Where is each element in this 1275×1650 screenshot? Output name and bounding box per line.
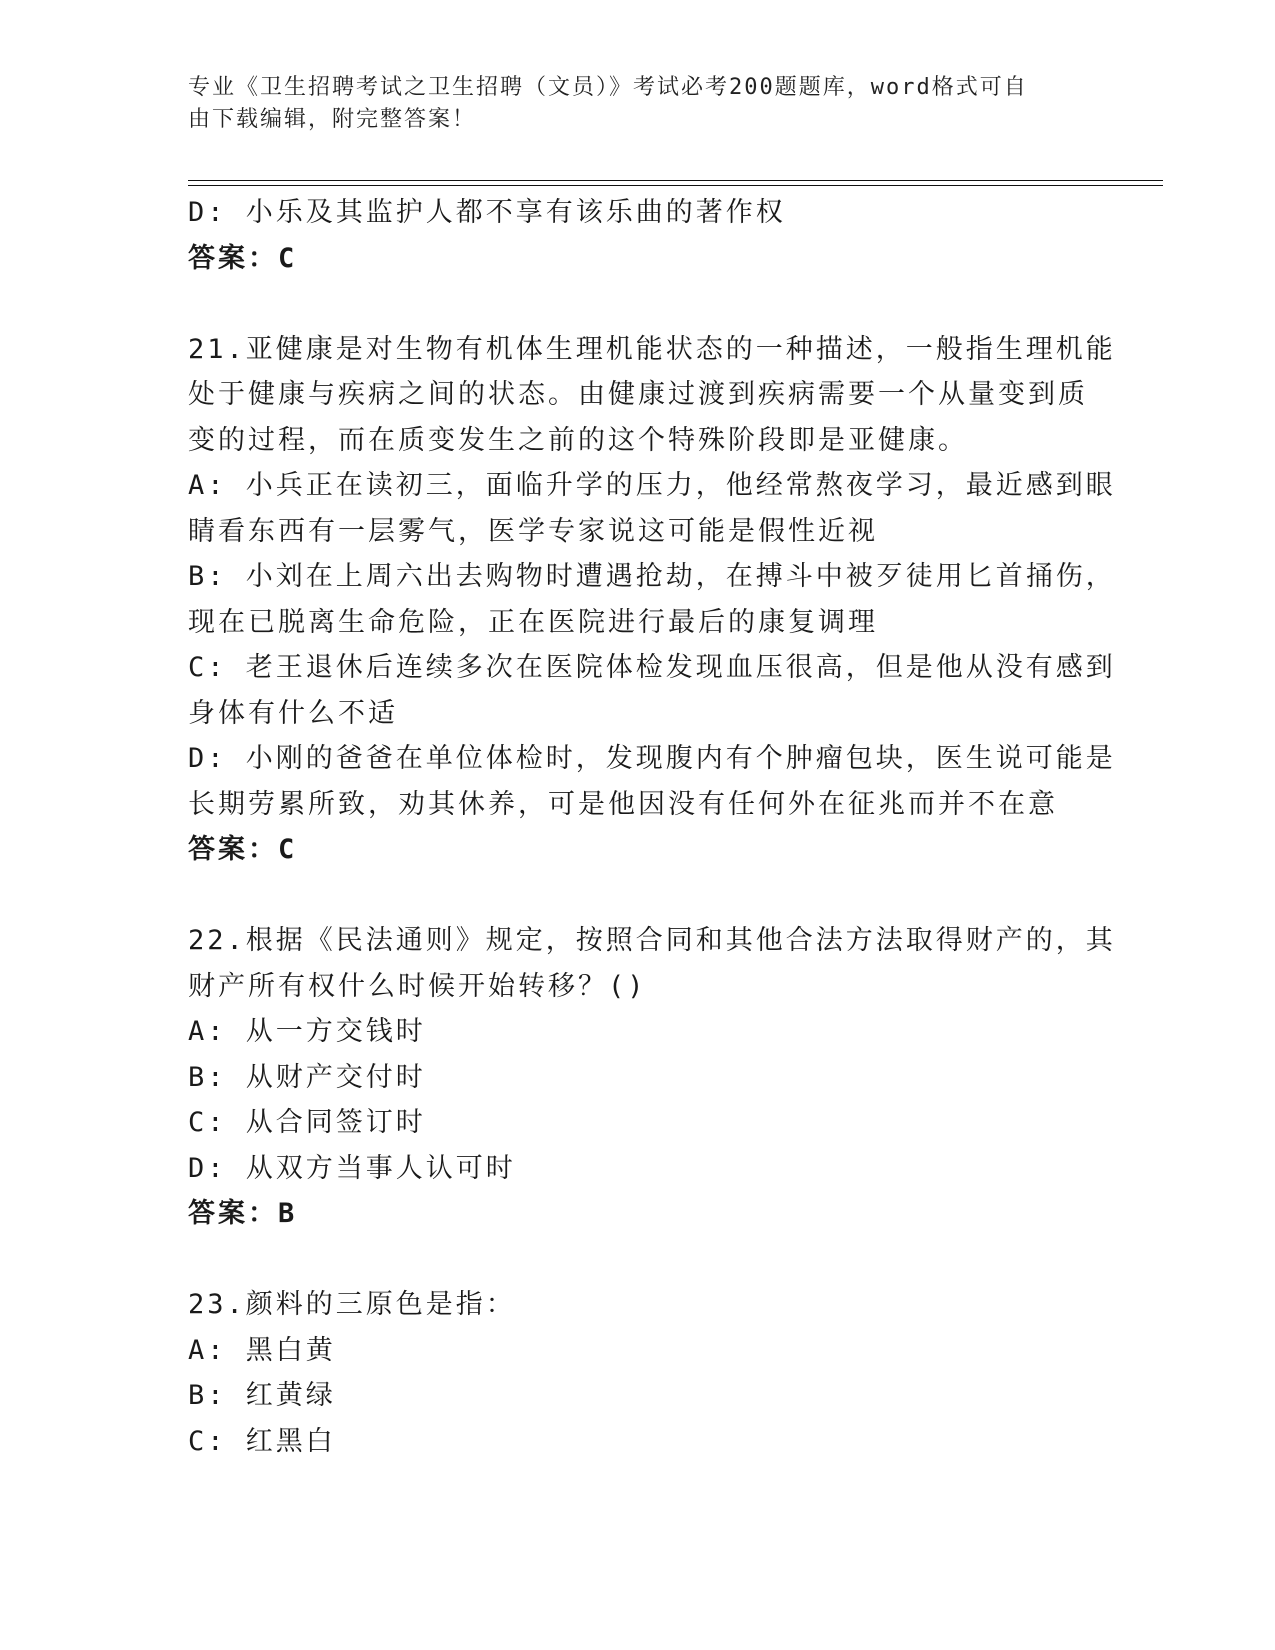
q21-option-c-line-1: C: 老王退休后连续多次在医院体检发现血压很高，但是他从没有感到 xyxy=(188,652,1116,683)
q22-option-a: A: 从一方交钱时 xyxy=(188,1016,426,1047)
prev-option-d: D: 小乐及其监护人都不享有该乐曲的著作权 xyxy=(188,197,786,228)
q23-option-c: C: 红黑白 xyxy=(188,1425,336,1457)
q22-option-b: B: 从财产交付时 xyxy=(188,1061,426,1093)
prev-answer: 答案：C xyxy=(188,242,298,274)
q22-answer: 答案：B xyxy=(188,1198,298,1229)
question-21 xyxy=(188,327,1116,873)
q23-option-b: B: 红黄绿 xyxy=(188,1380,336,1411)
question-22 xyxy=(188,918,1116,1237)
header-line-2: 由下载编辑，附完整答案！ xyxy=(188,107,477,132)
q21-stem-line-3: 变的过程，而在质变发生之前的这个特殊阶段即是亚健康。 xyxy=(188,424,968,456)
q21-answer: 答案：C xyxy=(188,834,298,865)
q21-option-d-line-2: 长期劳累所致，劝其休养，可是他因没有任何外在征兆而并不在意 xyxy=(188,788,1058,820)
header-line-1: 专业《卫生招聘考试之卫生招聘（文员）》考试必考200题题库，word格式可自 xyxy=(188,75,1028,100)
q21-option-b-line-1: B: 小刘在上周六出去购物时遭遇抢劫，在搏斗中被歹徒用匕首捅伤， xyxy=(188,561,1116,592)
spacer xyxy=(188,1237,1088,1283)
question-23 xyxy=(188,1282,1088,1464)
q21-stem-line-2: 处于健康与疾病之间的状态。由健康过渡到疾病需要一个从量变到质 xyxy=(188,379,1088,410)
spacer xyxy=(188,281,1088,327)
q21-stem-line-1: 21.亚健康是对生物有机体生理机能状态的一种描述，一般指生理机能 xyxy=(188,333,1116,365)
q23-stem: 23.颜料的三原色是指： xyxy=(188,1289,516,1320)
q21-option-a-line-2: 睛看东西有一层雾气，医学专家说这可能是假性近视 xyxy=(188,515,878,547)
q22-option-d: D: 从双方当事人认可时 xyxy=(188,1152,516,1184)
q22-stem-line-2: 财产所有权什么时候开始转移？() xyxy=(188,970,647,1002)
q21-option-c-line-2: 身体有什么不适 xyxy=(188,697,398,729)
header-rule-top xyxy=(188,180,1163,181)
document-header xyxy=(188,72,1073,136)
q21-option-a-line-1: A: 小兵正在读初三，面临升学的压力，他经常熬夜学习，最近感到眼 xyxy=(188,470,1116,501)
spacer xyxy=(188,873,1088,919)
header-rule-bottom xyxy=(188,185,1163,186)
q21-option-b-line-2: 现在已脱离生命危险，正在医院进行最后的康复调理 xyxy=(188,606,878,638)
q22-stem-line-1: 22.根据《民法通则》规定，按照合同和其他合法方法取得财产的，其 xyxy=(188,925,1116,956)
prev-question-tail xyxy=(188,190,1088,281)
question-content xyxy=(188,190,1116,1464)
q22-option-c: C: 从合同签订时 xyxy=(188,1107,426,1138)
q21-option-d-line-1: D: 小刚的爸爸在单位体检时，发现腹内有个肿瘤包块，医生说可能是 xyxy=(188,743,1116,774)
q23-option-a: A: 黑白黄 xyxy=(188,1334,336,1366)
